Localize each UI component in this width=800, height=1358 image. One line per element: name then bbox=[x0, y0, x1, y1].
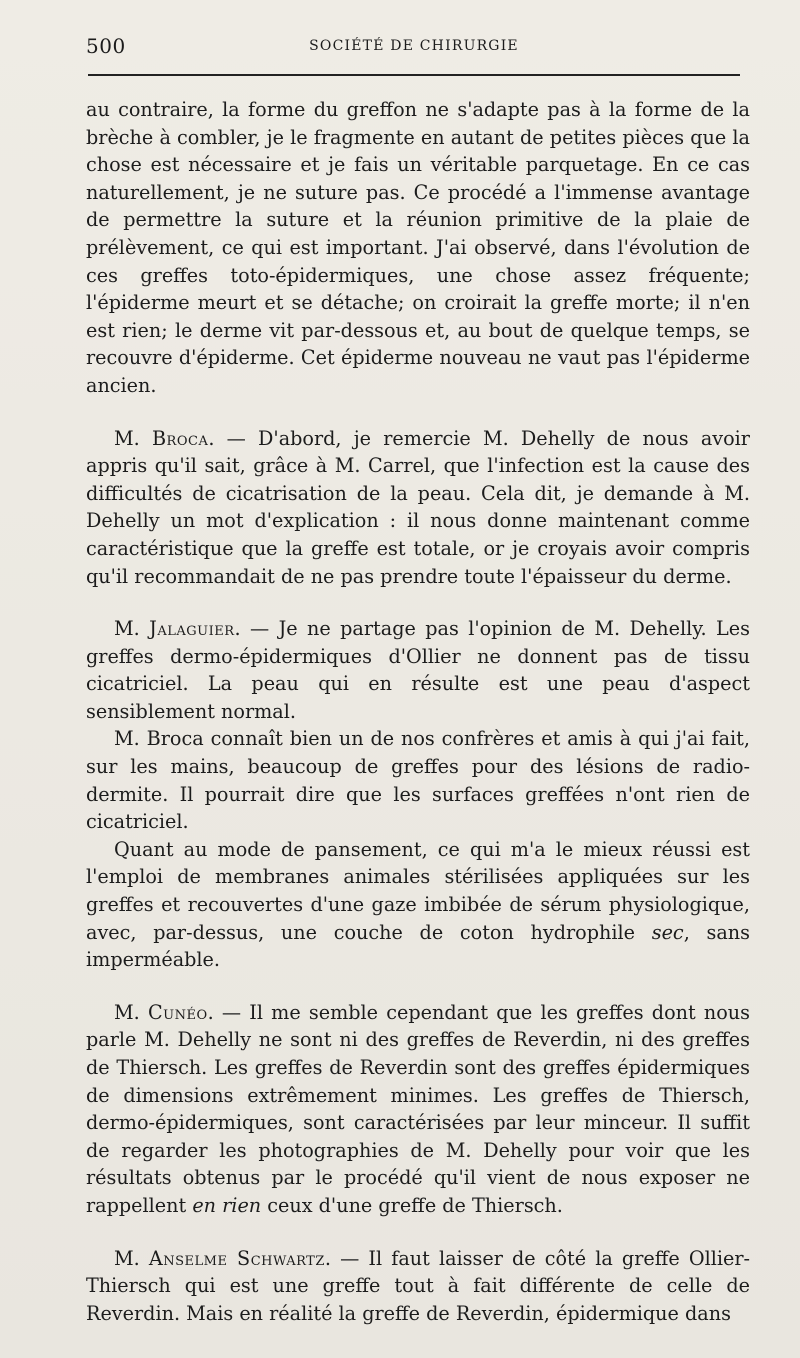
paragraph: Quant au mode de pansement, ce qui m'a le mieux réussi est l'emploi de membranes animales stérilisées appliquées sur les greffes et recouvertes d'une gaze imbibée de sérum physiologique, avec, par-dessus, une couche de coton hydrophile sec, sans imperméable. bbox=[86, 837, 750, 972]
running-head: SOCIÉTÉ DE CHIRURGIE bbox=[309, 38, 519, 54]
paragraph: M. Broca connaît bien un de nos confrères et amis à qui j'ai fait, sur les mains, beaucoup de greffes pour des lésions de radio-dermite. Il pourrait dire que les surfaces greffées n'ont rien de cicatriciel. bbox=[86, 727, 750, 834]
speaker-name: Cunéo bbox=[147, 1000, 208, 1024]
paragraph: M. Jalaguier. — Je ne partage pas l'opinion de M. Dehelly. Les greffes dermo-épidermiques d'Ollier ne donnent pas de tissu cicatriciel. La peau qui en résulte est une peau d'aspect sensiblement normal. bbox=[86, 617, 750, 723]
italic-word: sec bbox=[651, 920, 684, 944]
paragraph: M. Broca. — D'abord, je remercie M. Dehelly de nous avoir appris qu'il sait, grâce à M. Carrel, que l'infection est la cause des difficultés de cicatrisation de la peau. Cela dit, je demande à M. Dehelly un mot d'explication : il nous donne maintenant comme caractéristique que la greffe est totale, or je croyais avoir compris qu'il recommandait de ne pas prendre toute l'épaisseur du derme. bbox=[86, 426, 750, 588]
page-header bbox=[86, 34, 742, 60]
header-rule bbox=[88, 74, 740, 76]
paragraph: M. Anselme Schwartz. — Il faut laisser de côté la greffe Ollier-Thiersch qui est une greffe tout à fait différente de celle de Reverdin. Mais en réalité la greffe de Reverdin, épidermique dans bbox=[86, 1246, 750, 1325]
speaker-name: Jalaguier bbox=[149, 617, 235, 641]
body-text bbox=[86, 96, 750, 1327]
italic-phrase: en rien bbox=[192, 1193, 262, 1217]
page-number: 500 bbox=[86, 34, 126, 58]
paragraph: M. Cunéo. — Il me semble cependant que les greffes dont nous parle M. Dehelly ne sont ni des greffes de Reverdin, ni des greffes de Thiersch. Les greffes de Reverdin sont des greffes épidermiques de dimensions extrêmement minimes. Les greffes de Thiersch, dermo-épidermiques, sont caractérisées par leur minceur. Il suffit de regarder les photographies de M. Dehelly pour voir que les résultats obtenus par le procédé qu'il vient de nous exposer ne rappellent en rien ceux d'une greffe de Thiersch. bbox=[86, 1000, 750, 1217]
speaker-name: Anselme Schwartz bbox=[148, 1246, 325, 1270]
paragraph: au contraire, la forme du greffon ne s'adapte pas à la forme de la brèche à combler, je le fragmente en autant de petites pièces que la chose est nécessaire et je fais un véritable parquetage. En ce cas naturellement, je ne suture pas. Ce procédé a l'immense avantage de permettre la suture et la réunion primitive de la plaie de prélèvement, ce qui est important. J'ai observé, dans l'évolution de ces greffes toto-épidermiques, une chose assez fréquente; l'épiderme meurt et se détache; on croirait la greffe morte; il n'en est rien; le derme vit par-dessous et, au bout de quelque temps, se recouvre d'épiderme. Cet épiderme nouveau ne vaut pas l'épiderme ancien. bbox=[86, 98, 750, 397]
speaker-name: Broca bbox=[151, 426, 209, 450]
